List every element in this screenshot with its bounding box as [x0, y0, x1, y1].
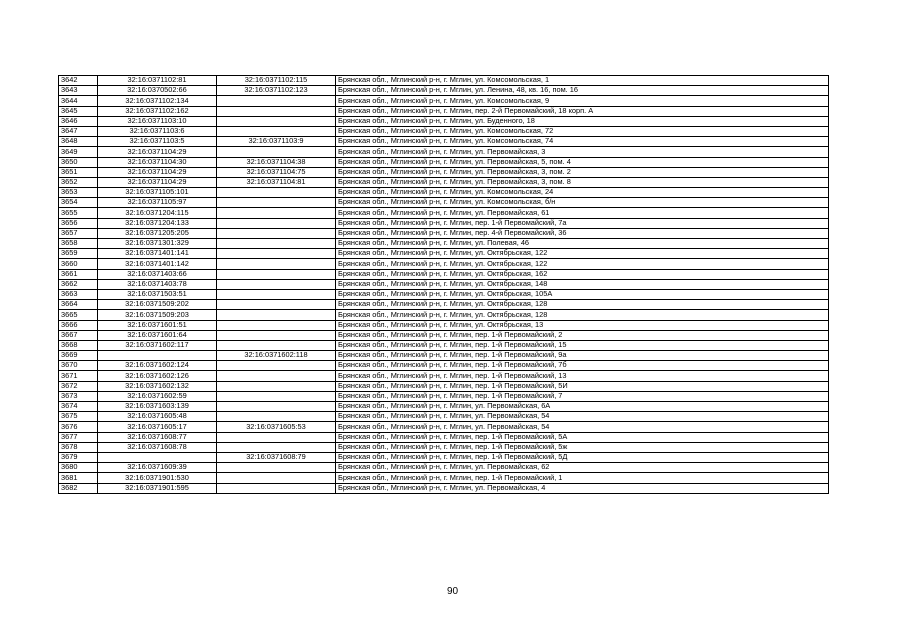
address-cell: Брянская обл., Мглинский р-н, г. Мглин, ул. Октябрьская, 128 [336, 310, 829, 320]
row-number-cell: 3663 [59, 289, 98, 299]
row-number-cell: 3666 [59, 320, 98, 330]
cadastral-number-cell: 32:16:0371602:132 [98, 381, 217, 391]
cadastral-number-cell: 32:16:0371401:142 [98, 259, 217, 269]
cadastral-number-cell: 32:16:0371403:66 [98, 269, 217, 279]
row-number-cell: 3653 [59, 188, 98, 198]
table-row [59, 422, 829, 432]
cadastral-number-cell: 32:16:0371403:78 [98, 279, 217, 289]
related-cadastral-number-cell [217, 432, 336, 442]
table-row [59, 259, 829, 269]
related-cadastral-number-cell [217, 371, 336, 381]
table-row [59, 76, 829, 86]
address-cell: Брянская обл., Мглинский р-н, г. Мглин, ул. Первомайская, 62 [336, 463, 829, 473]
table-row [59, 310, 829, 320]
row-number-cell: 3657 [59, 228, 98, 238]
address-cell: Брянская обл., Мглинский р-н, г. Мглин, ул. Комсомольская, 1 [336, 76, 829, 86]
related-cadastral-number-cell [217, 218, 336, 228]
address-cell: Брянская обл., Мглинский р-н, г. Мглин, ул. Первомайская, 3, пом. 8 [336, 177, 829, 187]
related-cadastral-number-cell [217, 310, 336, 320]
cadastral-number-cell: 32:16:0371205:205 [98, 228, 217, 238]
cadastral-number-cell: 32:16:0371104:29 [98, 177, 217, 187]
table-row [59, 188, 829, 198]
row-number-cell: 3649 [59, 147, 98, 157]
cadastral-number-cell: 32:16:0371608:77 [98, 432, 217, 442]
address-cell: Брянская обл., Мглинский р-н, г. Мглин, ул. Октябрьская, 13 [336, 320, 829, 330]
related-cadastral-number-cell: 32:16:0371605:53 [217, 422, 336, 432]
table-row [59, 208, 829, 218]
cadastral-number-cell: 32:16:0371102:81 [98, 76, 217, 86]
table-row [59, 86, 829, 96]
address-cell: Брянская обл., Мглинский р-н, г. Мглин, ул. Октябрьская, 105А [336, 289, 829, 299]
address-cell: Брянская обл., Мглинский р-н, г. Мглин, ул. Первомайская, 54 [336, 422, 829, 432]
related-cadastral-number-cell [217, 442, 336, 452]
table-row [59, 289, 829, 299]
address-cell: Брянская обл., Мглинский р-н, г. Мглин, ул. Буденного, 18 [336, 116, 829, 126]
table-row [59, 330, 829, 340]
row-number-cell: 3672 [59, 381, 98, 391]
table-row [59, 157, 829, 167]
table-row [59, 361, 829, 371]
table-row [59, 442, 829, 452]
address-cell: Брянская обл., Мглинский р-н, г. Мглин, пер. 1-й Первомайский, 13 [336, 371, 829, 381]
row-number-cell: 3665 [59, 310, 98, 320]
address-cell: Брянская обл., Мглинский р-н, г. Мглин, ул. Октябрьская, 122 [336, 249, 829, 259]
cadastral-number-cell: 32:16:0371509:203 [98, 310, 217, 320]
cadastral-number-cell: 32:16:0371105:101 [98, 188, 217, 198]
address-cell: Брянская обл., Мглинский р-н, г. Мглин, ул. Октябрьская, 128 [336, 300, 829, 310]
related-cadastral-number-cell: 32:16:0371602:118 [217, 351, 336, 361]
table-row [59, 239, 829, 249]
cadastral-number-cell: 32:16:0371602:117 [98, 340, 217, 350]
address-cell: Брянская обл., Мглинский р-н, г. Мглин, ул. Комсомольская, б/н [336, 198, 829, 208]
row-number-cell: 3680 [59, 463, 98, 473]
table-row [59, 340, 829, 350]
address-cell: Брянская обл., Мглинский р-н, г. Мглин, пер. 1-й Первомайский, 7а [336, 218, 829, 228]
cadastral-number-cell [98, 452, 217, 462]
cadastral-number-cell: 32:16:0371605:48 [98, 412, 217, 422]
table-row [59, 269, 829, 279]
cadastral-number-cell: 32:16:0371102:134 [98, 96, 217, 106]
address-cell: Брянская обл., Мглинский р-н, г. Мглин, пер. 1-й Первомайский, 2 [336, 330, 829, 340]
row-number-cell: 3676 [59, 422, 98, 432]
row-number-cell: 3667 [59, 330, 98, 340]
table-row [59, 463, 829, 473]
cadastral-number-cell: 32:16:0371301:329 [98, 239, 217, 249]
table-row [59, 452, 829, 462]
table-row [59, 402, 829, 412]
row-number-cell: 3679 [59, 452, 98, 462]
address-cell: Брянская обл., Мглинский р-н, г. Мглин, ул. Ленина, 48, кв. 16, пом. 16 [336, 86, 829, 96]
row-number-cell: 3677 [59, 432, 98, 442]
row-number-cell: 3655 [59, 208, 98, 218]
row-number-cell: 3678 [59, 442, 98, 452]
related-cadastral-number-cell [217, 208, 336, 218]
table-row [59, 116, 829, 126]
table-row [59, 391, 829, 401]
table-row [59, 381, 829, 391]
address-cell: Брянская обл., Мглинский р-н, г. Мглин, ул. Октябрьская, 122 [336, 259, 829, 269]
related-cadastral-number-cell [217, 402, 336, 412]
table-row [59, 432, 829, 442]
related-cadastral-number-cell: 32:16:0371102:115 [217, 76, 336, 86]
row-number-cell: 3652 [59, 177, 98, 187]
cadastral-number-cell: 32:16:0371204:115 [98, 208, 217, 218]
table-row [59, 96, 829, 106]
related-cadastral-number-cell [217, 96, 336, 106]
row-number-cell: 3646 [59, 116, 98, 126]
address-cell: Брянская обл., Мглинский р-н, г. Мглин, ул. Комсомольская, 9 [336, 96, 829, 106]
address-cell: Брянская обл., Мглинский р-н, г. Мглин, ул. Первомайская, 61 [336, 208, 829, 218]
related-cadastral-number-cell [217, 228, 336, 238]
table-row [59, 137, 829, 147]
registry-table-body [59, 76, 829, 494]
cadastral-number-cell: 32:16:0371103:10 [98, 116, 217, 126]
address-cell: Брянская обл., Мглинский р-н, г. Мглин, пер. 1-й Первомайский, 15 [336, 340, 829, 350]
address-cell: Брянская обл., Мглинский р-н, г. Мглин, пер. 1-й Первомайский, 7 [336, 391, 829, 401]
related-cadastral-number-cell: 32:16:0371104:75 [217, 167, 336, 177]
related-cadastral-number-cell: 32:16:0371104:38 [217, 157, 336, 167]
related-cadastral-number-cell [217, 279, 336, 289]
cadastral-number-cell: 32:16:0371608:78 [98, 442, 217, 452]
table-row [59, 300, 829, 310]
row-number-cell: 3674 [59, 402, 98, 412]
related-cadastral-number-cell [217, 126, 336, 136]
related-cadastral-number-cell: 32:16:0371102:123 [217, 86, 336, 96]
address-cell: Брянская обл., Мглинский р-н, г. Мглин, ул. Полевая, 46 [336, 239, 829, 249]
row-number-cell: 3648 [59, 137, 98, 147]
row-number-cell: 3669 [59, 351, 98, 361]
table-row [59, 198, 829, 208]
address-cell: Брянская обл., Мглинский р-н, г. Мглин, ул. Комсомольская, 24 [336, 188, 829, 198]
address-cell: Брянская обл., Мглинский р-н, г. Мглин, пер. 1-й Первомайский, 5Д [336, 452, 829, 462]
cadastral-number-cell: 32:16:0371105:97 [98, 198, 217, 208]
cadastral-number-cell: 32:16:0371601:51 [98, 320, 217, 330]
table-row [59, 228, 829, 238]
cadastral-number-cell: 32:16:0371103:6 [98, 126, 217, 136]
related-cadastral-number-cell [217, 289, 336, 299]
row-number-cell: 3651 [59, 167, 98, 177]
related-cadastral-number-cell [217, 259, 336, 269]
cadastral-number-cell: 32:16:0371204:133 [98, 218, 217, 228]
address-cell: Брянская обл., Мглинский р-н, г. Мглин, ул. Комсомольская, 74 [336, 137, 829, 147]
table-row [59, 473, 829, 483]
table-row [59, 371, 829, 381]
related-cadastral-number-cell [217, 320, 336, 330]
cadastral-number-cell: 32:16:0371605:17 [98, 422, 217, 432]
address-cell: Брянская обл., Мглинский р-н, г. Мглин, ул. Первомайская, 54 [336, 412, 829, 422]
related-cadastral-number-cell [217, 106, 336, 116]
address-cell: Брянская обл., Мглинский р-н, г. Мглин, ул. Октябрьская, 162 [336, 269, 829, 279]
cadastral-number-cell: 32:16:0371901:595 [98, 483, 217, 493]
row-number-cell: 3645 [59, 106, 98, 116]
row-number-cell: 3662 [59, 279, 98, 289]
related-cadastral-number-cell [217, 198, 336, 208]
related-cadastral-number-cell [217, 239, 336, 249]
row-number-cell: 3675 [59, 412, 98, 422]
related-cadastral-number-cell [217, 381, 336, 391]
row-number-cell: 3660 [59, 259, 98, 269]
table-row [59, 351, 829, 361]
table-row [59, 279, 829, 289]
related-cadastral-number-cell [217, 300, 336, 310]
cadastral-number-cell: 32:16:0371102:162 [98, 106, 217, 116]
cadastral-number-cell: 32:16:0371503:51 [98, 289, 217, 299]
related-cadastral-number-cell [217, 269, 336, 279]
row-number-cell: 3670 [59, 361, 98, 371]
address-cell: Брянская обл., Мглинский р-н, г. Мглин, ул. Первомайская, 3, пом. 2 [336, 167, 829, 177]
table-row [59, 320, 829, 330]
related-cadastral-number-cell [217, 188, 336, 198]
related-cadastral-number-cell [217, 147, 336, 157]
table-row [59, 218, 829, 228]
address-cell: Брянская обл., Мглинский р-н, г. Мглин, пер. 4-й Первомайский, 36 [336, 228, 829, 238]
cadastral-number-cell: 32:16:0371104:29 [98, 147, 217, 157]
table-row [59, 412, 829, 422]
cadastral-number-cell: 32:16:0371509:202 [98, 300, 217, 310]
address-cell: Брянская обл., Мглинский р-н, г. Мглин, пер. 1-й Первомайский, 7б [336, 361, 829, 371]
cadastral-number-cell: 32:16:0371104:29 [98, 167, 217, 177]
address-cell: Брянская обл., Мглинский р-н, г. Мглин, пер. 1-й Первомайский, 9а [336, 351, 829, 361]
table-row [59, 106, 829, 116]
address-cell: Брянская обл., Мглинский р-н, г. Мглин, пер. 1-й Первомайский, 5ж [336, 442, 829, 452]
row-number-cell: 3664 [59, 300, 98, 310]
table-row [59, 126, 829, 136]
table-row [59, 483, 829, 493]
row-number-cell: 3668 [59, 340, 98, 350]
row-number-cell: 3654 [59, 198, 98, 208]
row-number-cell: 3642 [59, 76, 98, 86]
cadastral-number-cell: 32:16:0371609:39 [98, 463, 217, 473]
table-row [59, 177, 829, 187]
related-cadastral-number-cell [217, 391, 336, 401]
row-number-cell: 3682 [59, 483, 98, 493]
cadastral-number-cell: 32:16:0371104:30 [98, 157, 217, 167]
related-cadastral-number-cell: 32:16:0371608:79 [217, 452, 336, 462]
address-cell: Брянская обл., Мглинский р-н, г. Мглин, пер. 2-й Первомайский, 18 корп. А [336, 106, 829, 116]
related-cadastral-number-cell: 32:16:0371103:9 [217, 137, 336, 147]
registry-table [58, 75, 829, 494]
address-cell: Брянская обл., Мглинский р-н, г. Мглин, ул. Первомайская, 4 [336, 483, 829, 493]
related-cadastral-number-cell [217, 483, 336, 493]
row-number-cell: 3643 [59, 86, 98, 96]
related-cadastral-number-cell [217, 330, 336, 340]
row-number-cell: 3647 [59, 126, 98, 136]
row-number-cell: 3671 [59, 371, 98, 381]
table-row [59, 147, 829, 157]
address-cell: Брянская обл., Мглинский р-н, г. Мглин, пер. 1-й Первомайский, 5А [336, 432, 829, 442]
related-cadastral-number-cell [217, 473, 336, 483]
cadastral-number-cell: 32:16:0371103:5 [98, 137, 217, 147]
row-number-cell: 3681 [59, 473, 98, 483]
address-cell: Брянская обл., Мглинский р-н, г. Мглин, ул. Первомайская, 6А [336, 402, 829, 412]
address-cell: Брянская обл., Мглинский р-н, г. Мглин, ул. Комсомольская, 72 [336, 126, 829, 136]
cadastral-number-cell: 32:16:0371601:64 [98, 330, 217, 340]
related-cadastral-number-cell [217, 361, 336, 371]
related-cadastral-number-cell [217, 463, 336, 473]
related-cadastral-number-cell [217, 249, 336, 259]
row-number-cell: 3661 [59, 269, 98, 279]
table-row [59, 167, 829, 177]
address-cell: Брянская обл., Мглинский р-н, г. Мглин, пер. 1-й Первомайский, 5И [336, 381, 829, 391]
address-cell: Брянская обл., Мглинский р-н, г. Мглин, ул. Первомайская, 5, пом. 4 [336, 157, 829, 167]
row-number-cell: 3673 [59, 391, 98, 401]
cadastral-number-cell: 32:16:0371901:530 [98, 473, 217, 483]
related-cadastral-number-cell [217, 116, 336, 126]
cadastral-number-cell: 32:16:0371602:59 [98, 391, 217, 401]
related-cadastral-number-cell [217, 340, 336, 350]
cadastral-number-cell: 32:16:0371602:124 [98, 361, 217, 371]
cadastral-number-cell: 32:16:0371401:141 [98, 249, 217, 259]
row-number-cell: 3658 [59, 239, 98, 249]
cadastral-number-cell: 32:16:0371603:139 [98, 402, 217, 412]
row-number-cell: 3650 [59, 157, 98, 167]
page-number: 90 [446, 586, 459, 597]
cadastral-number-cell [98, 351, 217, 361]
address-cell: Брянская обл., Мглинский р-н, г. Мглин, пер. 1-й Первомайский, 1 [336, 473, 829, 483]
row-number-cell: 3644 [59, 96, 98, 106]
cadastral-number-cell: 32:16:0370502:66 [98, 86, 217, 96]
table-row [59, 249, 829, 259]
row-number-cell: 3659 [59, 249, 98, 259]
cadastral-number-cell: 32:16:0371602:126 [98, 371, 217, 381]
address-cell: Брянская обл., Мглинский р-н, г. Мглин, ул. Октябрьская, 148 [336, 279, 829, 289]
row-number-cell: 3656 [59, 218, 98, 228]
address-cell: Брянская обл., Мглинский р-н, г. Мглин, ул. Первомайская, 3 [336, 147, 829, 157]
related-cadastral-number-cell: 32:16:0371104:81 [217, 177, 336, 187]
related-cadastral-number-cell [217, 412, 336, 422]
